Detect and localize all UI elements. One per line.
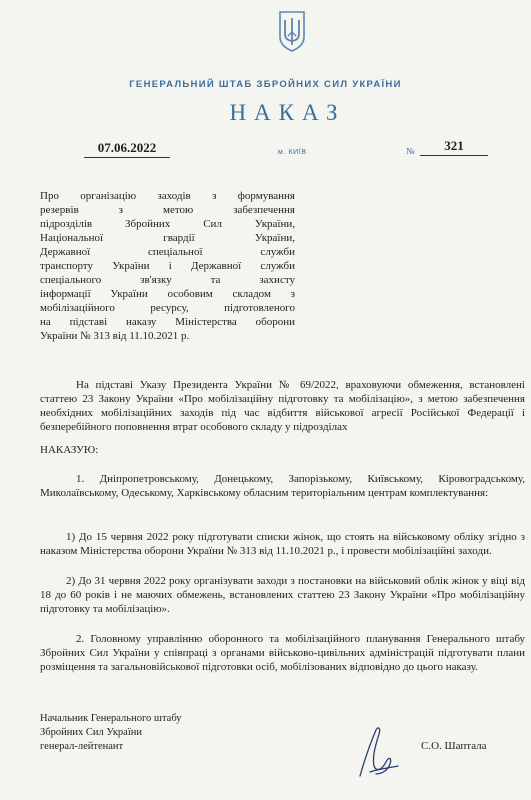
order-subject	[40, 189, 295, 343]
subject-line: Національної гвардії України,	[40, 232, 295, 244]
subject-line: на підставі наказу Міністерства оборони	[40, 316, 295, 328]
document-date: 07.06.2022	[84, 140, 170, 158]
subject-line: спеціального зв'язку та захисту	[40, 274, 295, 286]
order-word: НАКАЗУЮ:	[40, 444, 99, 456]
paragraph-2: 2. Головному управлінню оборонного та мобілізаційного планування Генерального штабу Збройних Сил України у співпраці з органами військово-цивільних адміністрацій підготувати плани розміщення та загальновійськової підготовки осіб, мобілізованих відповідно до цього наказу.	[40, 633, 525, 673]
signatory-title	[40, 712, 182, 754]
subject-line: підрозділів Збройних Сил України,	[40, 218, 295, 230]
trident-emblem-icon	[277, 10, 307, 52]
organization-name: ГЕНЕРАЛЬНИЙ ШТАБ ЗБРОЙНИХ СИЛ УКРАЇНИ	[129, 79, 402, 90]
signatory-rank: генерал-лейтенант	[40, 741, 124, 752]
document-type: НАКАЗ	[229, 100, 346, 125]
document-place: м. КИЇВ	[278, 149, 307, 156]
paragraph-1: 1. Дніпропетровському, Донецькому, Запорізькому, Київському, Кіровоградському, Миколаївському, Одеському, Харківському обласним територіальним центрам комплектування:	[40, 473, 525, 499]
signatory-title-line: Начальник Генерального штабу	[40, 713, 182, 724]
preamble-paragraph: На підставі Указу Президента України № 69/2022, враховуючи обмеження, встановлені статтею 23 Закону України «Про мобілізаційну підготовку та мобілізацію», з метою забезпечення необхідних мобілізаційних заходів під час відбиття військової агресії Російської Федерації і безперебійного поповнення втрат особового складу у підрозділах	[40, 379, 525, 433]
signatory-title-line: Збройних Сил України	[40, 727, 143, 738]
subject-line: мобілізаційного ресурсу, підготовленого	[40, 302, 295, 314]
subject-line: України № 313 від 11.10.2021 р.	[40, 330, 190, 342]
paragraph-1-1: 1) До 15 червня 2022 року підготувати списки жінок, що стоять на військовому обліку згідно з наказом Міністерства оборони України № 313 від 11.10.2021 р., і провести мобілізаційні заходи.	[40, 531, 525, 557]
signatory-name: С.О. Шаптала	[421, 740, 487, 752]
subject-line: Про організацію заходів з формування	[40, 190, 295, 202]
document-number: 321	[420, 138, 488, 156]
subject-line: інформації України особовим складом з	[40, 288, 295, 300]
subject-line: резервів з метою забезпечення	[40, 204, 295, 216]
handwritten-signature-icon	[352, 722, 402, 780]
paragraph-1-2: 2) До 31 червня 2022 року організувати заходи з постановки на військовий облік жінок у віці від 18 до 60 років і не маючих обмежень, встановлених статтею 23 Закону України «Про мобілізаційну підготовку та мобілізацію».	[40, 575, 525, 615]
number-sign: №	[406, 146, 415, 156]
subject-line: транспорту України і Державної служби	[40, 260, 295, 272]
subject-line: Державної спеціальної служби	[40, 246, 295, 258]
